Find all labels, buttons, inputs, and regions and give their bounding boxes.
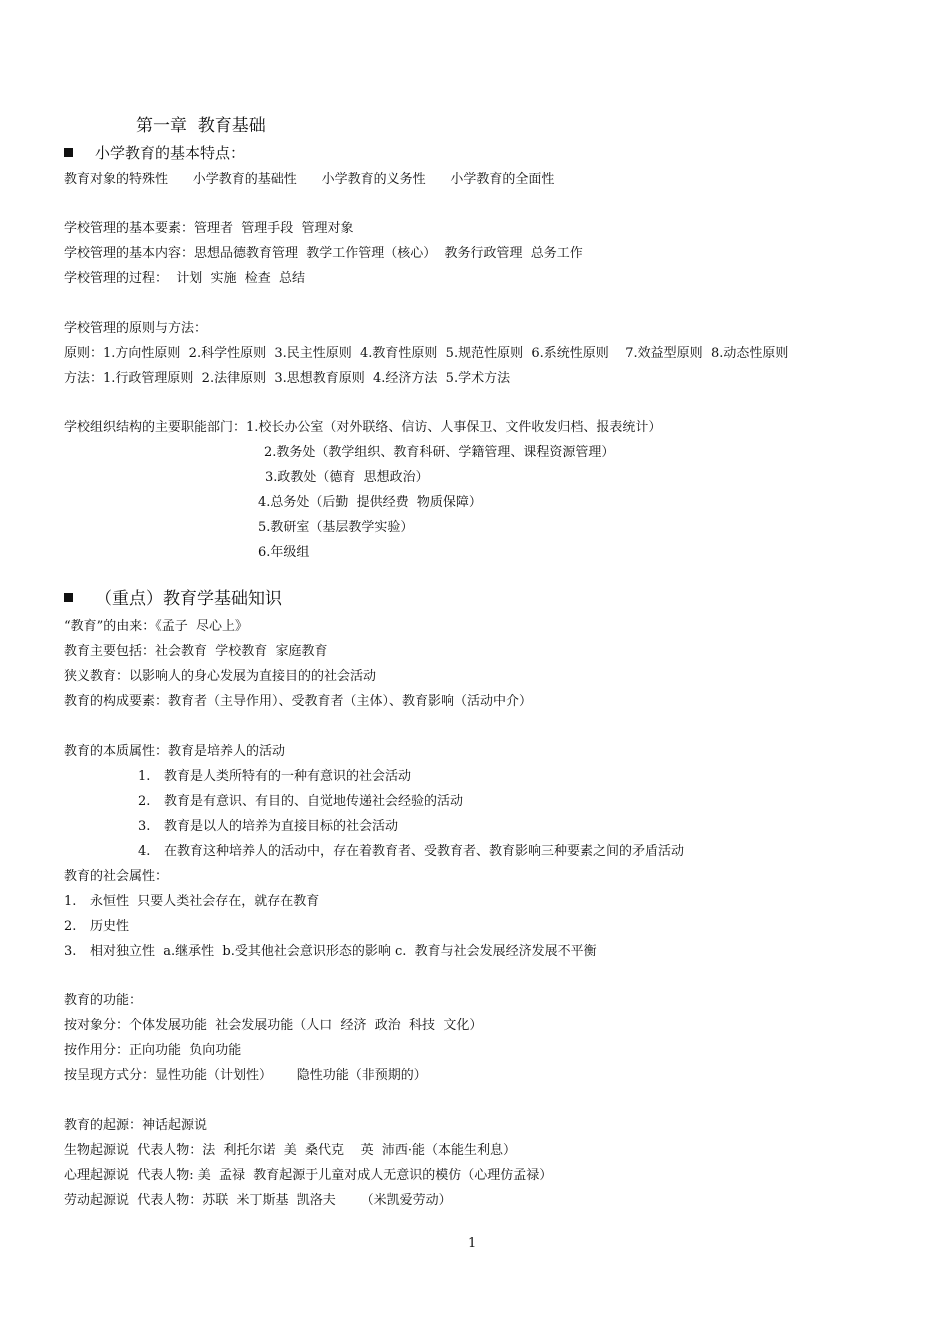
list-number: 4. (138, 844, 151, 859)
list-number: 2. (138, 794, 151, 809)
mgmt-principles: 原则：1.方向性原则 2.科学性原则 3.民主性原则 4.教育性原则 5.规范性原则 6.系统性原则 7.效益型原则 8.动态性原则 (64, 346, 789, 361)
list-text: 教育是以人的培养为直接目标的社会活动 (164, 819, 399, 834)
page-number: 1 (468, 1236, 477, 1251)
section-heading-pedagogy (64, 588, 282, 610)
list-number: 3. (64, 944, 77, 959)
origin-psychology: 心理起源说 代表人物: 美 孟禄 教育起源于儿童对成人无意识的模仿（心理仿孟禄） (64, 1168, 553, 1183)
square-bullet-icon (64, 593, 73, 602)
section-heading-text: （重点）教育学基础知识 (95, 589, 282, 609)
list-text: 历史性 (90, 919, 130, 934)
functions-by-form: 按呈现方式分：显性功能（计划性） 隐性功能（非预期的） (64, 1068, 427, 1083)
mgmt-elements: 学校管理的基本要素：管理者 管理手段 管理对象 (64, 221, 354, 236)
social-item (64, 918, 129, 936)
social-item (64, 943, 597, 961)
org-line-4: 4.总务处（后勤 提供经费 物质保障） (258, 495, 482, 510)
essence-heading: 教育的本质属性：教育是培养人的活动 (64, 744, 286, 759)
list-text: 教育是人类所特有的一种有意识的社会活动 (164, 769, 412, 784)
square-bullet-icon (64, 148, 73, 157)
primary-education-features: 教育对象的特殊性 小学教育的基础性 小学教育的义务性 小学教育的全面性 (64, 172, 555, 187)
mgmt-methods: 方法：1.行政管理原则 2.法律原则 3.思想教育原则 4.经济方法 5.学术方法 (64, 371, 511, 386)
essence-item (138, 793, 463, 811)
education-includes: 教育主要包括：社会教育 学校教育 家庭教育 (64, 644, 328, 659)
list-number: 2. (64, 919, 77, 934)
essence-item (138, 843, 684, 861)
functions-heading: 教育的功能： (64, 993, 143, 1008)
functions-by-effect: 按作用分：正向功能 负向功能 (64, 1043, 242, 1058)
list-text: 永恒性 只要人类社会存在，就存在教育 (90, 894, 320, 909)
education-elements: 教育的构成要素：教育者（主导作用）、受教育者（主体）、教育影响（活动中介） (64, 694, 533, 709)
essence-item (138, 818, 398, 836)
functions-by-object: 按对象分：个体发展功能 社会发展功能（人口 经济 政治 科技 文化） (64, 1018, 483, 1033)
list-text: 相对独立性 a.继承性 b.受其他社会意识形态的影响 c. 教育与社会发展经济发展不平衡 (90, 944, 597, 959)
narrow-education: 狭义教育：以影响人的身心发展为直接目的的社会活动 (64, 669, 377, 684)
list-number: 1. (64, 894, 77, 909)
mgmt-content: 学校管理的基本内容：思想品德教育管理 教学工作管理（核心） 教务行政管理 总务工作 (64, 246, 583, 261)
list-number: 3. (138, 819, 151, 834)
social-item (64, 893, 319, 911)
section-heading-primary-education (64, 142, 245, 164)
origin-biology: 生物起源说 代表人物：法 利托尔诺 美 桑代克 英 沛西·能（本能生利息） (64, 1143, 516, 1158)
mgmt-process: 学校管理的过程： 计划 实施 检查 总结 (64, 271, 306, 286)
org-line-2: 2.教务处（教学组织、教育科研、学籍管理、课程资源管理） (264, 445, 615, 460)
org-line-1: 学校组织结构的主要职能部门：1.校长办公室（对外联络、信访、人事保卫、文件收发归档、报表统计） (64, 420, 662, 435)
chapter-title: 第一章 教育基础 (136, 116, 266, 136)
mgmt-principles-heading: 学校管理的原则与方法： (64, 321, 208, 336)
origin-of-word: “教育”的由来：《孟子 尽心上》 (64, 619, 249, 634)
origin-labor: 劳动起源说 代表人物：苏联 米丁斯基 凯洛夫 （米凯爱劳动） (64, 1193, 452, 1208)
origin-myth: 教育的起源：神话起源说 (64, 1118, 208, 1133)
list-text: 在教育这种培养人的活动中，存在着教育者、受教育者、教育影响三种要素之间的矛盾活动 (164, 844, 685, 859)
org-line-6: 6.年级组 (258, 545, 310, 560)
essence-item (138, 768, 411, 786)
social-heading: 教育的社会属性： (64, 869, 169, 884)
org-line-5: 5.教研室（基层教学实验） (258, 520, 414, 535)
section-heading-text: 小学教育的基本特点： (95, 144, 246, 162)
list-text: 教育是有意识、有目的、自觉地传递社会经验的活动 (164, 794, 464, 809)
org-line-3: 3.政教处（德育 思想政治） (265, 470, 429, 485)
list-number: 1. (138, 769, 151, 784)
